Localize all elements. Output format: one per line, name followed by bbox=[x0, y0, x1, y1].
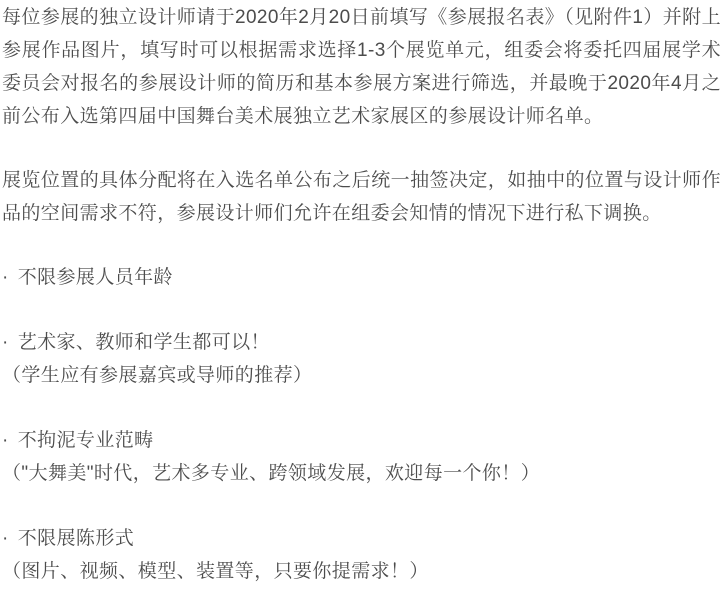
bullet-title-line bbox=[2, 522, 721, 555]
bullet-title: 不拘泥专业范畴 bbox=[17, 430, 154, 451]
bullet-dot: · bbox=[2, 528, 9, 549]
bullet-title-line bbox=[2, 424, 721, 457]
bullet-item-eligibility bbox=[2, 326, 721, 392]
bullet-dot: · bbox=[2, 430, 9, 451]
bullet-title: 不限参展人员年龄 bbox=[17, 267, 173, 288]
bullet-item-display-format bbox=[2, 522, 721, 588]
bullet-item-discipline bbox=[2, 424, 721, 490]
bullet-title: 不限展陈形式 bbox=[17, 528, 135, 549]
bullet-title-line bbox=[2, 326, 721, 359]
bullet-item-age bbox=[2, 261, 721, 294]
bullet-title-line bbox=[2, 261, 721, 294]
bullet-note: （图片、视频、模型、装置等，只要你提需求！） bbox=[2, 561, 429, 582]
bullet-title: 艺术家、教师和学生都可以！ bbox=[17, 332, 270, 353]
paragraph-registration-info: 每位参展的独立设计师请于2020年2月20日前填写《参展报名表》（见附件1）并附上参展作品图片，填写时可以根据需求选择1-3个展览单元，组委会将委托四届展学术委员会对报名的参展设计师的简历和基本参展方案进行筛选，并最晚于2020年4月之前公布入选第四届中国舞台美术展独立艺术家展区的参展设计师名单。 bbox=[2, 7, 721, 127]
bullet-note: （"大舞美"时代，艺术多专业、跨领域发展，欢迎每一个你！） bbox=[2, 463, 541, 484]
bullet-dot: · bbox=[2, 332, 9, 353]
bullet-dot: · bbox=[2, 267, 9, 288]
paragraph-position-allocation: 展览位置的具体分配将在入选名单公布之后统一抽签决定，如抽中的位置与设计师作品的空间需求不符，参展设计师们允许在组委会知情的情况下进行私下调换。 bbox=[2, 170, 721, 224]
bullet-note: （学生应有参展嘉宾或导师的推荐） bbox=[2, 365, 313, 386]
